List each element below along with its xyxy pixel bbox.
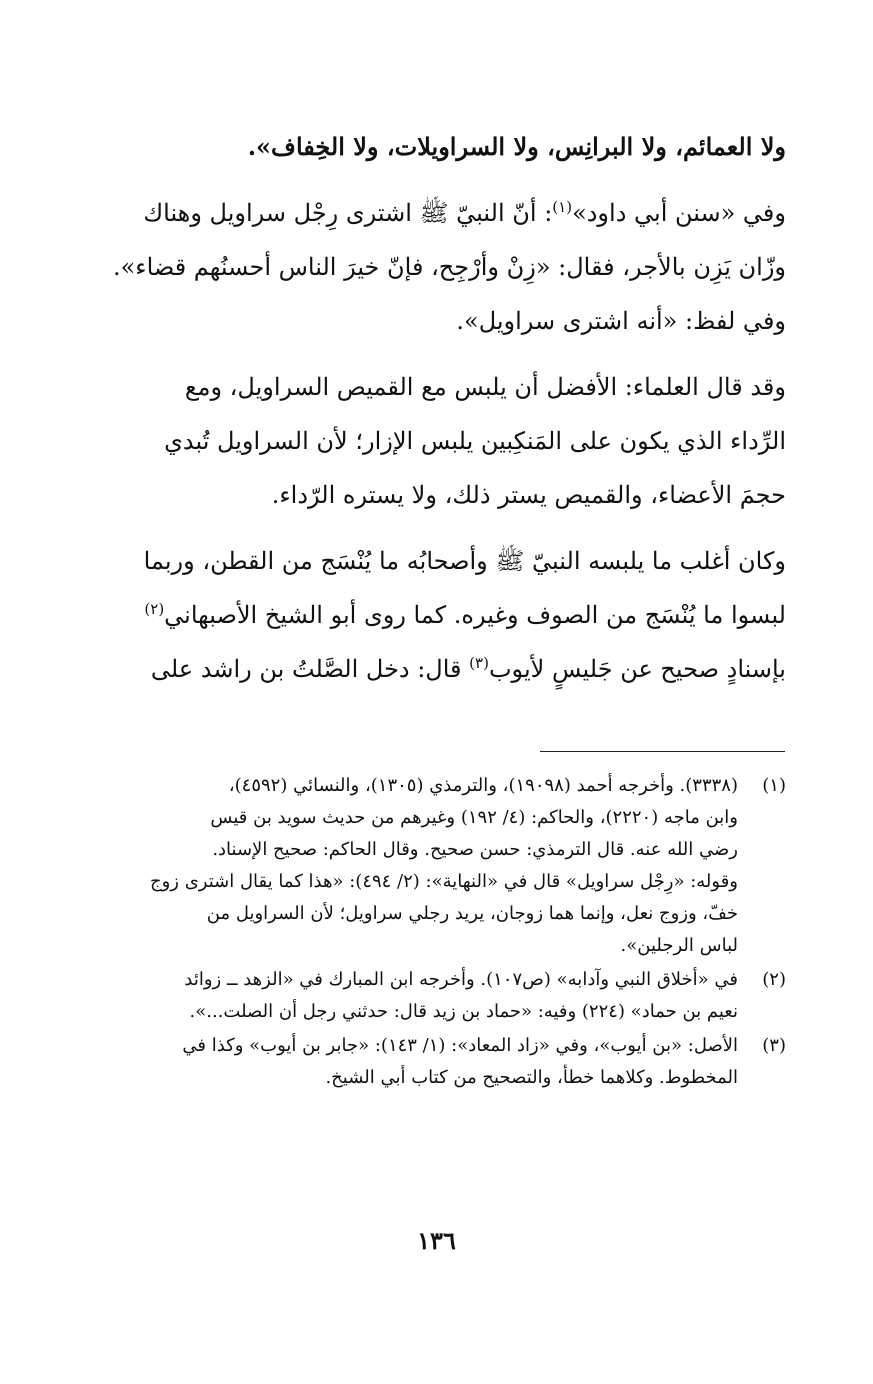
footnote-ref-1[interactable]: (١) [552,198,573,216]
text-line [46,588,786,642]
footnote-line: وقوله: «رِجْل سراويل» قال في «النهاية»: (٢/ ٤٩٤): «هذا كما يقال اشترى زوج [149,871,738,892]
footnote-line: خفّ، وزوج نعل، وإنما هما زوجان، يريد رجلي سراويل؛ لأن السراويل من [206,903,738,924]
footnote-line: رضي الله عنه. قال الترمذي: حسن صحيح. وقال الحاكم: صحيح الإسناد. [212,839,738,860]
text-span: قال: دخل الصَّلتُ بن راشد على [150,655,470,683]
text-line [46,186,786,240]
paragraph-2 [46,186,786,348]
footnote-3 [46,1030,786,1094]
text-span: : أنّ النبيّ ﷺ اشترى رِجْل سراويل وهناك [143,199,553,227]
footnote-1 [46,770,786,962]
text-line: وفي لفظ: «أنه اشترى سراويل». [456,307,786,335]
text-line: الرِّداء الذي يكون على المَنكِبين يلبس الإزار؛ لأن السراويل تُبدي [164,427,786,455]
footnote-line: وابن ماجه (٢٢٢٠)، والحاكم: (٤/ ١٩٢) وغيرهم من حديث سويد بن قيس [210,807,738,828]
main-text [46,120,786,708]
footnote-body [46,964,738,1028]
footnote-2 [46,964,786,1028]
paragraph-4 [46,534,786,696]
footnote-number: (٣) [762,1035,786,1056]
paragraph-3 [46,360,786,522]
footnote-ref-2[interactable]: (٢) [144,600,165,618]
footnote-line: المخطوط. وكلاهما خطأ، والتصحيح من كتاب أبي الشيخ. [325,1067,738,1088]
footnote-line: الأصل: «بن أيوب»، وفي «زاد المعاد»: (١/ ١٤٣): «جابر بن أيوب» وكذا في [182,1035,738,1056]
footnote-number: (٢) [762,969,786,990]
footnote-line: في «أخلاق النبي وآدابه» (ص١٠٧). وأخرجه ابن المبارك في «الزهد ــ زوائد [184,969,738,990]
text-span: لبسوا ما يُنْسَج من الصوف وغيره. كما روى أبو الشيخ الأصبهاني [164,601,786,629]
text-line: وزّان يَزِن بالأجر، فقال: «زِنْ وأرْجِح، فإنّ خيرَ الناس أحسنُهم قضاء». [112,253,786,281]
footnote-body [46,1030,738,1094]
text-line [46,642,786,696]
text-span: وفي «سنن أبي داود» [572,199,786,227]
footnote-number: (١) [762,775,786,796]
text-line: وكان أغلب ما يلبسه النبيّ ﷺ وأصحابُه ما يُنْسَج من القطن، وربما [143,547,786,575]
footnote-divider [540,751,785,752]
text-line: ولا العمائم، ولا البرانِس، ولا السراويلات، ولا الخِفاف». [247,132,786,161]
text-line: وقد قال العلماء: الأفضل أن يلبس مع القميص السراويل، ومع [184,373,786,401]
paragraph-1 [46,120,786,174]
page-number: ١٣٦ [417,1226,456,1255]
text-line: حجمَ الأعضاء، والقميص يستر ذلك، ولا يستره الرّداء. [271,481,786,509]
footnote-line: نعيم بن حماد» (٢٢٤) وفيه: «حماد بن زيد قال: حدثني رجل أن الصلت...». [189,1001,738,1022]
footnote-ref-3[interactable]: (٣) [469,654,489,672]
text-span: بإسنادٍ صحيح عن جَليسٍ لأيوب [488,655,786,683]
footnotes [46,770,786,1096]
footnote-line: (٣٣٣٨). وأخرجه أحمد (١٩٠٩٨)، والترمذي (١٣٠٥)، والنسائي (٤٥٩٢)، [228,775,738,796]
footnote-line: لباس الرجلين». [620,935,738,956]
footnote-body [46,770,738,962]
